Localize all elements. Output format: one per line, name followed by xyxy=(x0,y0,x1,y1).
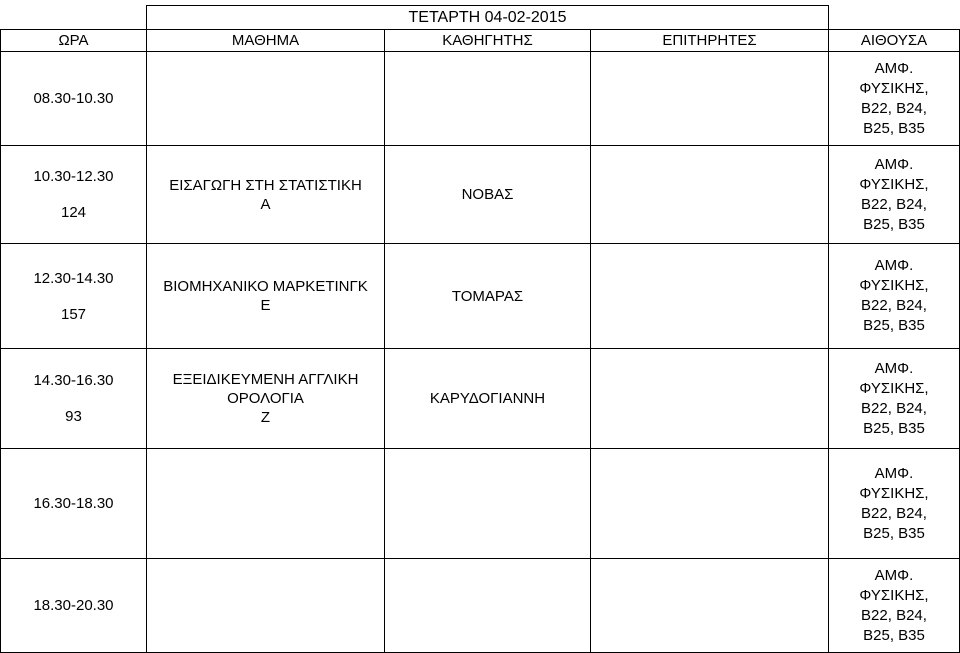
room-line: Β22, Β24, xyxy=(861,195,927,213)
room-cell xyxy=(829,52,960,146)
room-line: ΦΥΣΙΚΗΣ, xyxy=(859,277,929,294)
time-slot: 08.30-10.30 xyxy=(33,90,114,107)
room-cell xyxy=(829,146,960,244)
table-row xyxy=(1,559,960,653)
header-row xyxy=(1,30,960,52)
course-cell xyxy=(147,244,385,349)
course-name: ΕΞΕΙΔΙΚΕΥΜΕΝΗ ΑΓΓΛΙΚΗ xyxy=(172,371,359,388)
time-slot: 12.30-14.30 xyxy=(33,269,114,287)
professor-name: ΤΟΜΑΡΑΣ xyxy=(451,287,524,305)
course-name: ΕΙΣΑΓΩΓΗ ΣΤΗ ΣΤΑΤΙΣΤΙΚΗ xyxy=(169,176,362,194)
table-row xyxy=(1,146,960,244)
course-group: Ζ xyxy=(260,409,271,426)
header-professor: ΚΑΘΗΓΗΤΗΣ xyxy=(385,30,591,52)
room-line: Β25, Β35 xyxy=(863,215,925,233)
header-room: ΑΙΘΟΥΣΑ xyxy=(829,30,960,52)
course-cell xyxy=(147,52,385,146)
course-name-cont: ΟΡΟΛΟΓΙΑ xyxy=(227,390,304,407)
course-code: 124 xyxy=(60,204,87,221)
room-cell xyxy=(829,449,960,559)
professor-cell xyxy=(385,52,591,146)
date-spacer xyxy=(1,6,147,30)
supervisors-cell xyxy=(591,349,829,449)
room-line: Β25, Β35 xyxy=(863,317,925,334)
course-code: 157 xyxy=(60,305,87,323)
room-line: ΦΥΣΙΚΗΣ, xyxy=(859,175,929,193)
room-cell xyxy=(829,244,960,349)
professor-name: ΚΑΡΥΔΟΓΙΑΝΝΗ xyxy=(429,390,546,407)
room-line: Β22, Β24, xyxy=(861,606,927,624)
course-group: Α xyxy=(260,195,271,213)
room-line: Β25, Β35 xyxy=(863,119,925,137)
supervisors-cell xyxy=(591,559,829,653)
room-line: ΦΥΣΙΚΗΣ, xyxy=(859,79,929,97)
header-course: ΜΑΘΗΜΑ xyxy=(147,30,385,52)
table-row xyxy=(1,349,960,449)
exam-schedule-table xyxy=(0,5,960,653)
time-cell xyxy=(1,52,147,146)
time-slot: 14.30-16.30 xyxy=(33,372,114,389)
time-slot: 10.30-12.30 xyxy=(33,168,114,185)
room-cell xyxy=(829,559,960,653)
course-cell xyxy=(147,449,385,559)
header-hour: ΩΡΑ xyxy=(1,30,147,52)
time-cell xyxy=(1,244,147,349)
room-line: Β25, Β35 xyxy=(863,419,925,437)
time-cell xyxy=(1,146,147,244)
table-row xyxy=(1,244,960,349)
course-cell xyxy=(147,559,385,653)
time-slot: 16.30-18.30 xyxy=(33,495,114,512)
course-group: Ε xyxy=(260,297,271,314)
room-line: ΑΜΦ. xyxy=(874,464,914,482)
course-cell xyxy=(147,146,385,244)
header-supervisors: ΕΠΙΤΗΡΗΤΕΣ xyxy=(591,30,829,52)
course-cell xyxy=(147,349,385,449)
room-line: ΑΜΦ. xyxy=(874,155,914,173)
professor-cell xyxy=(385,559,591,653)
professor-name: ΝΟΒΑΣ xyxy=(461,186,514,203)
room-line: Β22, Β24, xyxy=(861,297,927,314)
time-cell xyxy=(1,449,147,559)
room-line: ΑΜΦ. xyxy=(874,257,914,274)
room-line: ΑΜΦ. xyxy=(874,359,914,377)
table-row xyxy=(1,449,960,559)
date-row xyxy=(1,6,960,30)
table-row xyxy=(1,52,960,146)
supervisors-cell xyxy=(591,52,829,146)
room-line: Β25, Β35 xyxy=(863,626,925,644)
room-line: ΑΜΦ. xyxy=(874,59,914,77)
room-line: Β22, Β24, xyxy=(861,99,927,117)
date-spacer xyxy=(829,6,960,30)
supervisors-cell xyxy=(591,449,829,559)
date-title: ΤΕΤΑΡΤΗ 04-02-2015 xyxy=(147,6,829,30)
professor-cell xyxy=(385,449,591,559)
room-cell xyxy=(829,349,960,449)
professor-cell xyxy=(385,244,591,349)
room-line: ΑΜΦ. xyxy=(874,566,914,584)
room-line: ΦΥΣΙΚΗΣ, xyxy=(859,586,929,604)
room-line: ΦΥΣΙΚΗΣ, xyxy=(859,379,929,397)
supervisors-cell xyxy=(591,146,829,244)
room-line: Β22, Β24, xyxy=(861,504,927,522)
course-name: ΒΙΟΜΗΧΑΝΙΚΟ ΜΑΡΚΕΤΙΝΓΚ xyxy=(163,278,368,295)
professor-cell xyxy=(385,349,591,449)
room-line: ΦΥΣΙΚΗΣ, xyxy=(859,484,929,502)
supervisors-cell xyxy=(591,244,829,349)
room-line: Β25, Β35 xyxy=(863,524,925,542)
time-cell xyxy=(1,559,147,653)
course-code: 93 xyxy=(65,408,82,425)
room-line: Β22, Β24, xyxy=(861,399,927,417)
time-cell xyxy=(1,349,147,449)
professor-cell xyxy=(385,146,591,244)
time-slot: 18.30-20.30 xyxy=(33,597,114,614)
